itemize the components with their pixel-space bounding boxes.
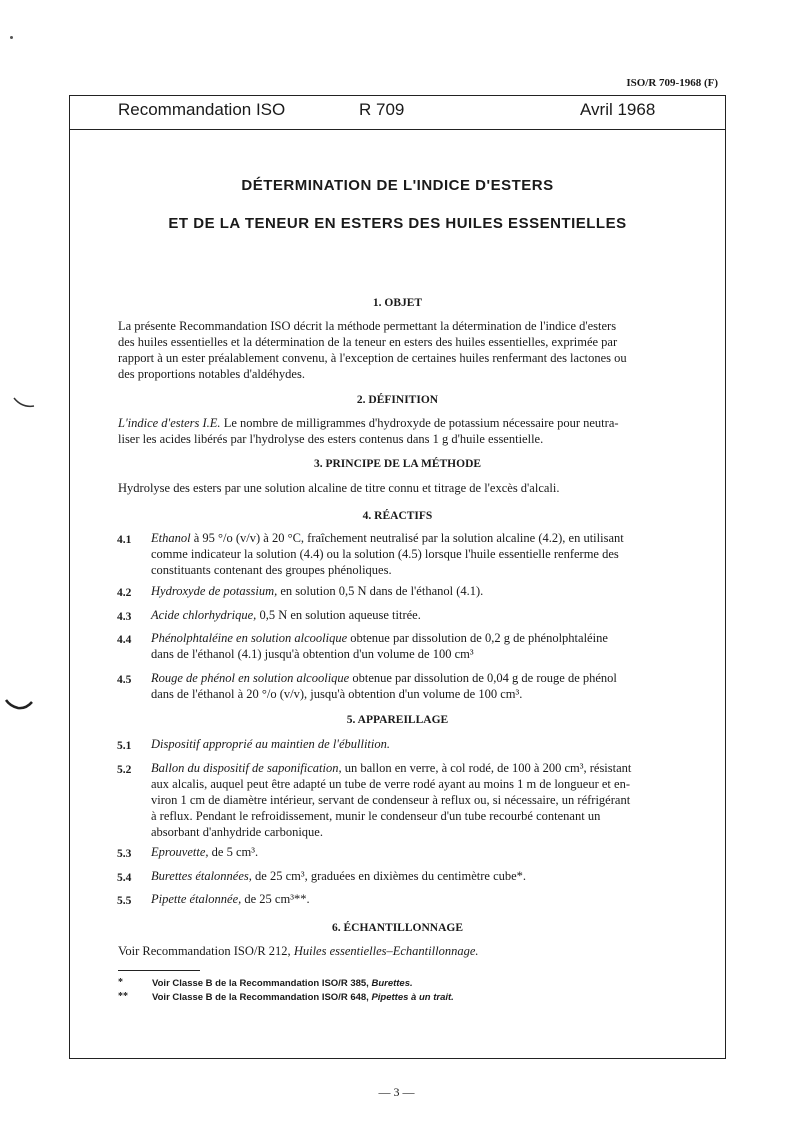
item-number: 4.3 — [117, 611, 132, 623]
section-heading-definition: 2. DÉFINITION — [356, 394, 439, 406]
section-objet-text: La présente Recommandation ISO décrit la méthode permettant la détermination de l'indice d'esters des huiles essentielles et la détermination de la teneur en esters des huiles essentielles, exprimée par rapport à un ester préalablement convenu, à l'exception de certaines huiles renfermant des lactones ou des proportions notables d'aldéhydes. — [118, 319, 627, 381]
appareil-pipette: Pipette étalonnée, de 25 cm³**. — [151, 892, 310, 906]
section-principe-text: Hydrolyse des esters par une solution alcaline de titre connu et titrage de l'excès d'alcali. — [118, 481, 560, 495]
document-reference: ISO/R 709-1968 (F) — [626, 77, 718, 89]
section-heading-objet: 1. OBJET — [372, 297, 423, 309]
reactif-hydroxyde: Hydroxyde de potassium, en solution 0,5 N dans de l'éthanol (4.1). — [151, 584, 484, 598]
footnote-mark: * — [118, 977, 123, 988]
footnote-mark: ** — [118, 991, 128, 1002]
scan-mark — [4, 696, 34, 714]
header-recommendation: Recommandation ISO — [118, 100, 286, 119]
item-number: 5.2 — [117, 764, 132, 776]
header-rule — [69, 129, 726, 130]
footnote-burettes: Voir Classe B de la Recommandation ISO/R 385, Burettes. — [152, 978, 413, 989]
scan-mark — [10, 36, 13, 39]
section-heading-principe: 3. PRINCIPE DE LA MÉTHODE — [313, 458, 482, 470]
section-heading-reactifs: 4. RÉACTIFS — [362, 510, 433, 522]
page-number: — 3 — — [378, 1085, 415, 1099]
appareil-burettes: Burettes étalonnées, de 25 cm³, graduées en dixièmes du centimètre cube*. — [151, 869, 527, 883]
footnote-rule — [118, 970, 200, 971]
item-number: 4.1 — [117, 534, 132, 546]
reactif-acide: Acide chlorhydrique, 0,5 N en solution aqueuse titrée. — [151, 608, 421, 622]
reactif-phenolphtaleine: Phénolphtaléine en solution alcoolique obtenue par dissolution de 0,2 g de phénolphtaléine dans de l'éthanol (4.1) jusqu'à obtention d'un volume de 100 cm³ — [151, 631, 608, 661]
scan-mark — [12, 396, 36, 410]
appareil-eprouvette: Eprouvette, de 5 cm³. — [151, 845, 259, 859]
section-definition-text: L'indice d'esters I.E. Le nombre de milligrammes d'hydroxyde de potassium nécessaire pour neutra- liser les acides libérés par l'hydrolyse des esters contenus dans 1 g d'huile essentielle. — [118, 416, 619, 446]
item-number: 5.3 — [117, 848, 132, 860]
reactif-ethanol: Ethanol à 95 °/o (v/v) à 20 °C, fraîchement neutralisé par la solution alcaline (4.2), en utilisant comme indicateur la solution (4.4) ou la solution (4.5) lorsque l'huile essentielle renferme des constituants contenant des groupes phénoliques. — [151, 531, 624, 577]
item-number: 4.2 — [117, 587, 132, 599]
document-title-line1: DÉTERMINATION DE L'INDICE D'ESTERS — [241, 177, 554, 194]
item-number: 5.1 — [117, 740, 132, 752]
item-number: 4.5 — [117, 674, 132, 686]
item-number: 5.5 — [117, 895, 132, 907]
section-echantillonnage-text: Voir Recommandation ISO/R 212, Huiles essentielles–Echantillonnage. — [118, 944, 479, 958]
item-number: 4.4 — [117, 634, 132, 646]
footnote-pipettes: Voir Classe B de la Recommandation ISO/R 648, Pipettes à un trait. — [152, 992, 454, 1003]
appareil-dispositif: Dispositif approprié au maintien de l'ébullition. — [151, 737, 391, 751]
section-heading-echantillonnage: 6. ÉCHANTILLONNAGE — [332, 922, 463, 934]
reactif-rouge-phenol: Rouge de phénol en solution alcoolique obtenue par dissolution de 0,04 g de rouge de phénol dans de l'éthanol à 20 °/o (v/v), jusqu'à obtention d'un volume de 100 cm³. — [151, 671, 617, 701]
header-date: Avril 1968 — [580, 100, 656, 119]
appareil-ballon: Ballon du dispositif de saponification, un ballon en verre, à col rodé, de 100 à 200 cm³, résistant aux alcalis, auquel peut être adapté un tube de verre rodé ayant au moins 1 m de longueur et en- viron 1 cm de diamètre intérieur, servant de condenseur à reflux ou, si nécessaire, un réfrigérant à reflux. Pendant le refroidissement, munir le condenseur d'un tube recourbé contenant un absorbant d'anhydride carbonique. — [151, 761, 632, 839]
item-number: 5.4 — [117, 872, 132, 884]
document-title-line2: ET DE LA TENEUR EN ESTERS DES HUILES ESSENTIELLES — [168, 215, 627, 232]
section-heading-appareillage: 5. APPAREILLAGE — [346, 714, 449, 726]
header-number: R 709 — [359, 100, 405, 119]
